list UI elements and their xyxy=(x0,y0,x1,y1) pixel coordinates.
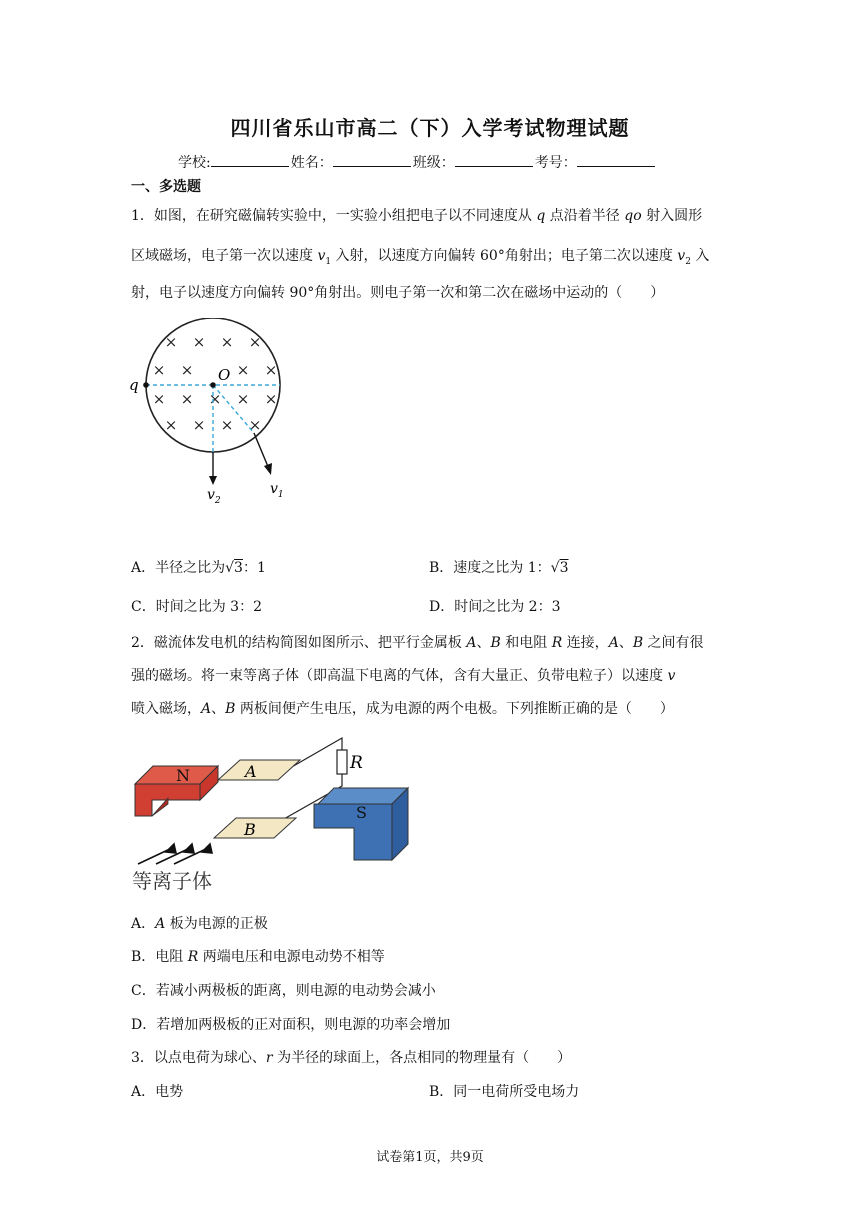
cross-mark: × xyxy=(192,333,206,351)
var-v: v xyxy=(667,668,676,684)
v2-arrowhead xyxy=(209,476,217,485)
cross-mark: × xyxy=(248,333,262,351)
v1-arrowhead xyxy=(264,463,272,475)
sqrt-value: 3 xyxy=(559,560,569,576)
q1-sub: 2 xyxy=(685,256,691,267)
label-q: q xyxy=(129,376,139,394)
cross-mark: × xyxy=(264,390,278,408)
number-label: 考号： xyxy=(534,155,577,171)
class-blank xyxy=(455,154,533,167)
label-r: R xyxy=(350,753,363,773)
label-plasma: 等离子体 xyxy=(132,869,212,892)
cross-mark: × xyxy=(164,416,178,434)
name-blank xyxy=(333,154,411,167)
wire-top xyxy=(290,738,342,768)
student-info-row xyxy=(178,152,657,172)
sqrt-value: 3 xyxy=(234,560,243,576)
q1-text: 点沿着半径 xyxy=(545,208,625,224)
cross-mark: × xyxy=(192,416,206,434)
q2-text: 、 xyxy=(476,635,491,651)
plasma-arrowhead xyxy=(184,844,194,853)
q1-line1 xyxy=(131,205,702,225)
option-text: ：1 xyxy=(242,560,266,576)
cross-mark: × xyxy=(236,361,250,379)
q2-line3 xyxy=(131,698,674,718)
option-text: B．电阻 xyxy=(131,949,188,965)
point-o xyxy=(210,382,216,388)
q1-line2 xyxy=(131,245,709,267)
q2-line2 xyxy=(131,665,675,685)
plasma-arrowhead xyxy=(166,844,176,853)
label-o: O xyxy=(218,366,231,384)
q2-option-c[interactable]: C．若减小两极板的距离，则电源的电动势会减小 xyxy=(131,983,436,999)
q2-option-a[interactable] xyxy=(131,913,268,933)
q1-var-v1: v xyxy=(317,248,326,264)
cross-mark: × xyxy=(164,333,178,351)
q1-text: 1．如图，在研究磁偏转实验中，一实验小组把电子以不同速度从 xyxy=(131,208,537,224)
cross-mark: × xyxy=(220,333,234,351)
q2-text: 2．磁流体发电机的结构简图如图所示、把平行金属板 xyxy=(131,635,467,651)
label-v1: $v_1$ xyxy=(270,481,284,500)
q3-text: 为半径的球面上，各点相同的物理量有（ ） xyxy=(272,1050,572,1066)
q2-text: 喷入磁场， xyxy=(131,701,201,717)
var-b: B xyxy=(225,701,236,717)
q1-option-a[interactable] xyxy=(131,557,266,577)
q2-mhd-generator-figure xyxy=(128,732,418,892)
cross-mark: × xyxy=(152,361,166,379)
q1-text: 入射，以速度方向偏转 60°角射出；电子第二次以速度 xyxy=(331,248,678,264)
q2-text: 之间有很 xyxy=(643,635,704,651)
q1-magnetic-field-figure xyxy=(126,318,296,508)
class-label: 班级： xyxy=(412,155,455,171)
cross-mark: × xyxy=(264,361,278,379)
name-label: 姓名： xyxy=(290,155,333,171)
cross-mark: × xyxy=(152,390,166,408)
q3-option-a[interactable]: A．电势 xyxy=(131,1084,184,1100)
cross-mark: × xyxy=(236,390,250,408)
q1-option-b[interactable] xyxy=(429,557,569,577)
q3-text: 3．以点电荷为球心、 xyxy=(131,1050,266,1066)
option-text: 两端电压和电源电动势不相等 xyxy=(198,949,385,965)
var-b: B xyxy=(490,635,501,651)
label-n: N xyxy=(176,766,190,785)
q2-text: 、 xyxy=(618,635,633,651)
school-blank xyxy=(211,154,289,167)
q3-line1 xyxy=(131,1047,571,1067)
option-text: 板为电源的正极 xyxy=(165,916,268,932)
option-text: A． xyxy=(131,916,156,932)
q1-text: 区域磁场，电子第一次以速度 xyxy=(131,248,318,264)
q1-var-v2: v xyxy=(677,248,686,264)
q2-text: 强的磁场。将一束等离子体（即高温下电离的气体，含有大量正、负带电粒子）以速度 xyxy=(131,668,668,684)
n-magnet-edge xyxy=(152,798,168,816)
school-label: 学校: xyxy=(178,155,211,171)
cross-mark: × xyxy=(180,390,194,408)
q1-sub: 1 xyxy=(325,256,332,267)
sqrt-symbol: √ xyxy=(550,560,560,576)
plate-a xyxy=(218,760,300,780)
q2-option-d[interactable]: D．若增加两极板的正对面积，则电源的功率会增加 xyxy=(131,1017,451,1033)
q2-option-b[interactable] xyxy=(131,946,385,966)
q1-text: 射入圆形 xyxy=(641,208,703,224)
q2-line1 xyxy=(131,632,704,652)
option-text: B．速度之比为 1： xyxy=(429,560,551,576)
q2-text: 连接， xyxy=(562,635,609,651)
q1-line3: 射，电子以速度方向偏转 90°角射出。则电子第一次和第二次在磁场中运动的（ ） xyxy=(131,285,665,301)
q1-var-qo: qo xyxy=(624,208,642,224)
number-blank xyxy=(577,154,655,167)
var-a: A xyxy=(608,635,619,651)
label-s: S xyxy=(356,803,367,822)
section-heading: 一、多选题 xyxy=(131,179,201,195)
s-magnet-front xyxy=(314,804,392,860)
var-a: A xyxy=(201,701,212,717)
var-r: r xyxy=(265,1050,273,1066)
q1-text: 入 xyxy=(690,248,710,264)
cross-mark: × xyxy=(208,390,222,408)
label-plate-b: B xyxy=(244,820,256,839)
q1-var-q: q xyxy=(536,208,546,224)
q3-option-b[interactable]: B．同一电荷所受电场力 xyxy=(429,1084,580,1100)
plasma-arrowhead xyxy=(202,844,212,853)
page-title: 四川省乐山市高二（下）入学考试物理试题 xyxy=(230,116,630,140)
resistor xyxy=(337,750,347,774)
cross-mark: × xyxy=(248,416,262,434)
q2-text: 、 xyxy=(211,701,226,717)
var-b: B xyxy=(632,635,644,651)
cross-mark: × xyxy=(220,416,234,434)
page-footer: 试卷第1页，共9页 xyxy=(376,1150,484,1165)
label-v2: $v_2$ xyxy=(207,487,221,506)
v1-arrow xyxy=(254,433,269,469)
q2-text: 和电阻 xyxy=(500,635,552,651)
var-a: A xyxy=(155,916,166,932)
label-plate-a: A xyxy=(245,762,257,781)
point-q xyxy=(143,382,149,388)
q1-option-d[interactable]: D．时间之比为 2：3 xyxy=(429,599,561,615)
var-r: R xyxy=(551,635,563,651)
sqrt-symbol: √ xyxy=(225,560,235,576)
cross-mark: × xyxy=(180,361,194,379)
q1-option-c[interactable]: C．时间之比为 3：2 xyxy=(131,599,262,615)
var-a: A xyxy=(466,635,477,651)
option-text: A．半径之比为 xyxy=(131,560,226,576)
q2-text: 两板间便产生电压，成为电源的两个电极。下列推断正确的是（ ） xyxy=(235,701,674,717)
var-r: R xyxy=(187,949,199,965)
